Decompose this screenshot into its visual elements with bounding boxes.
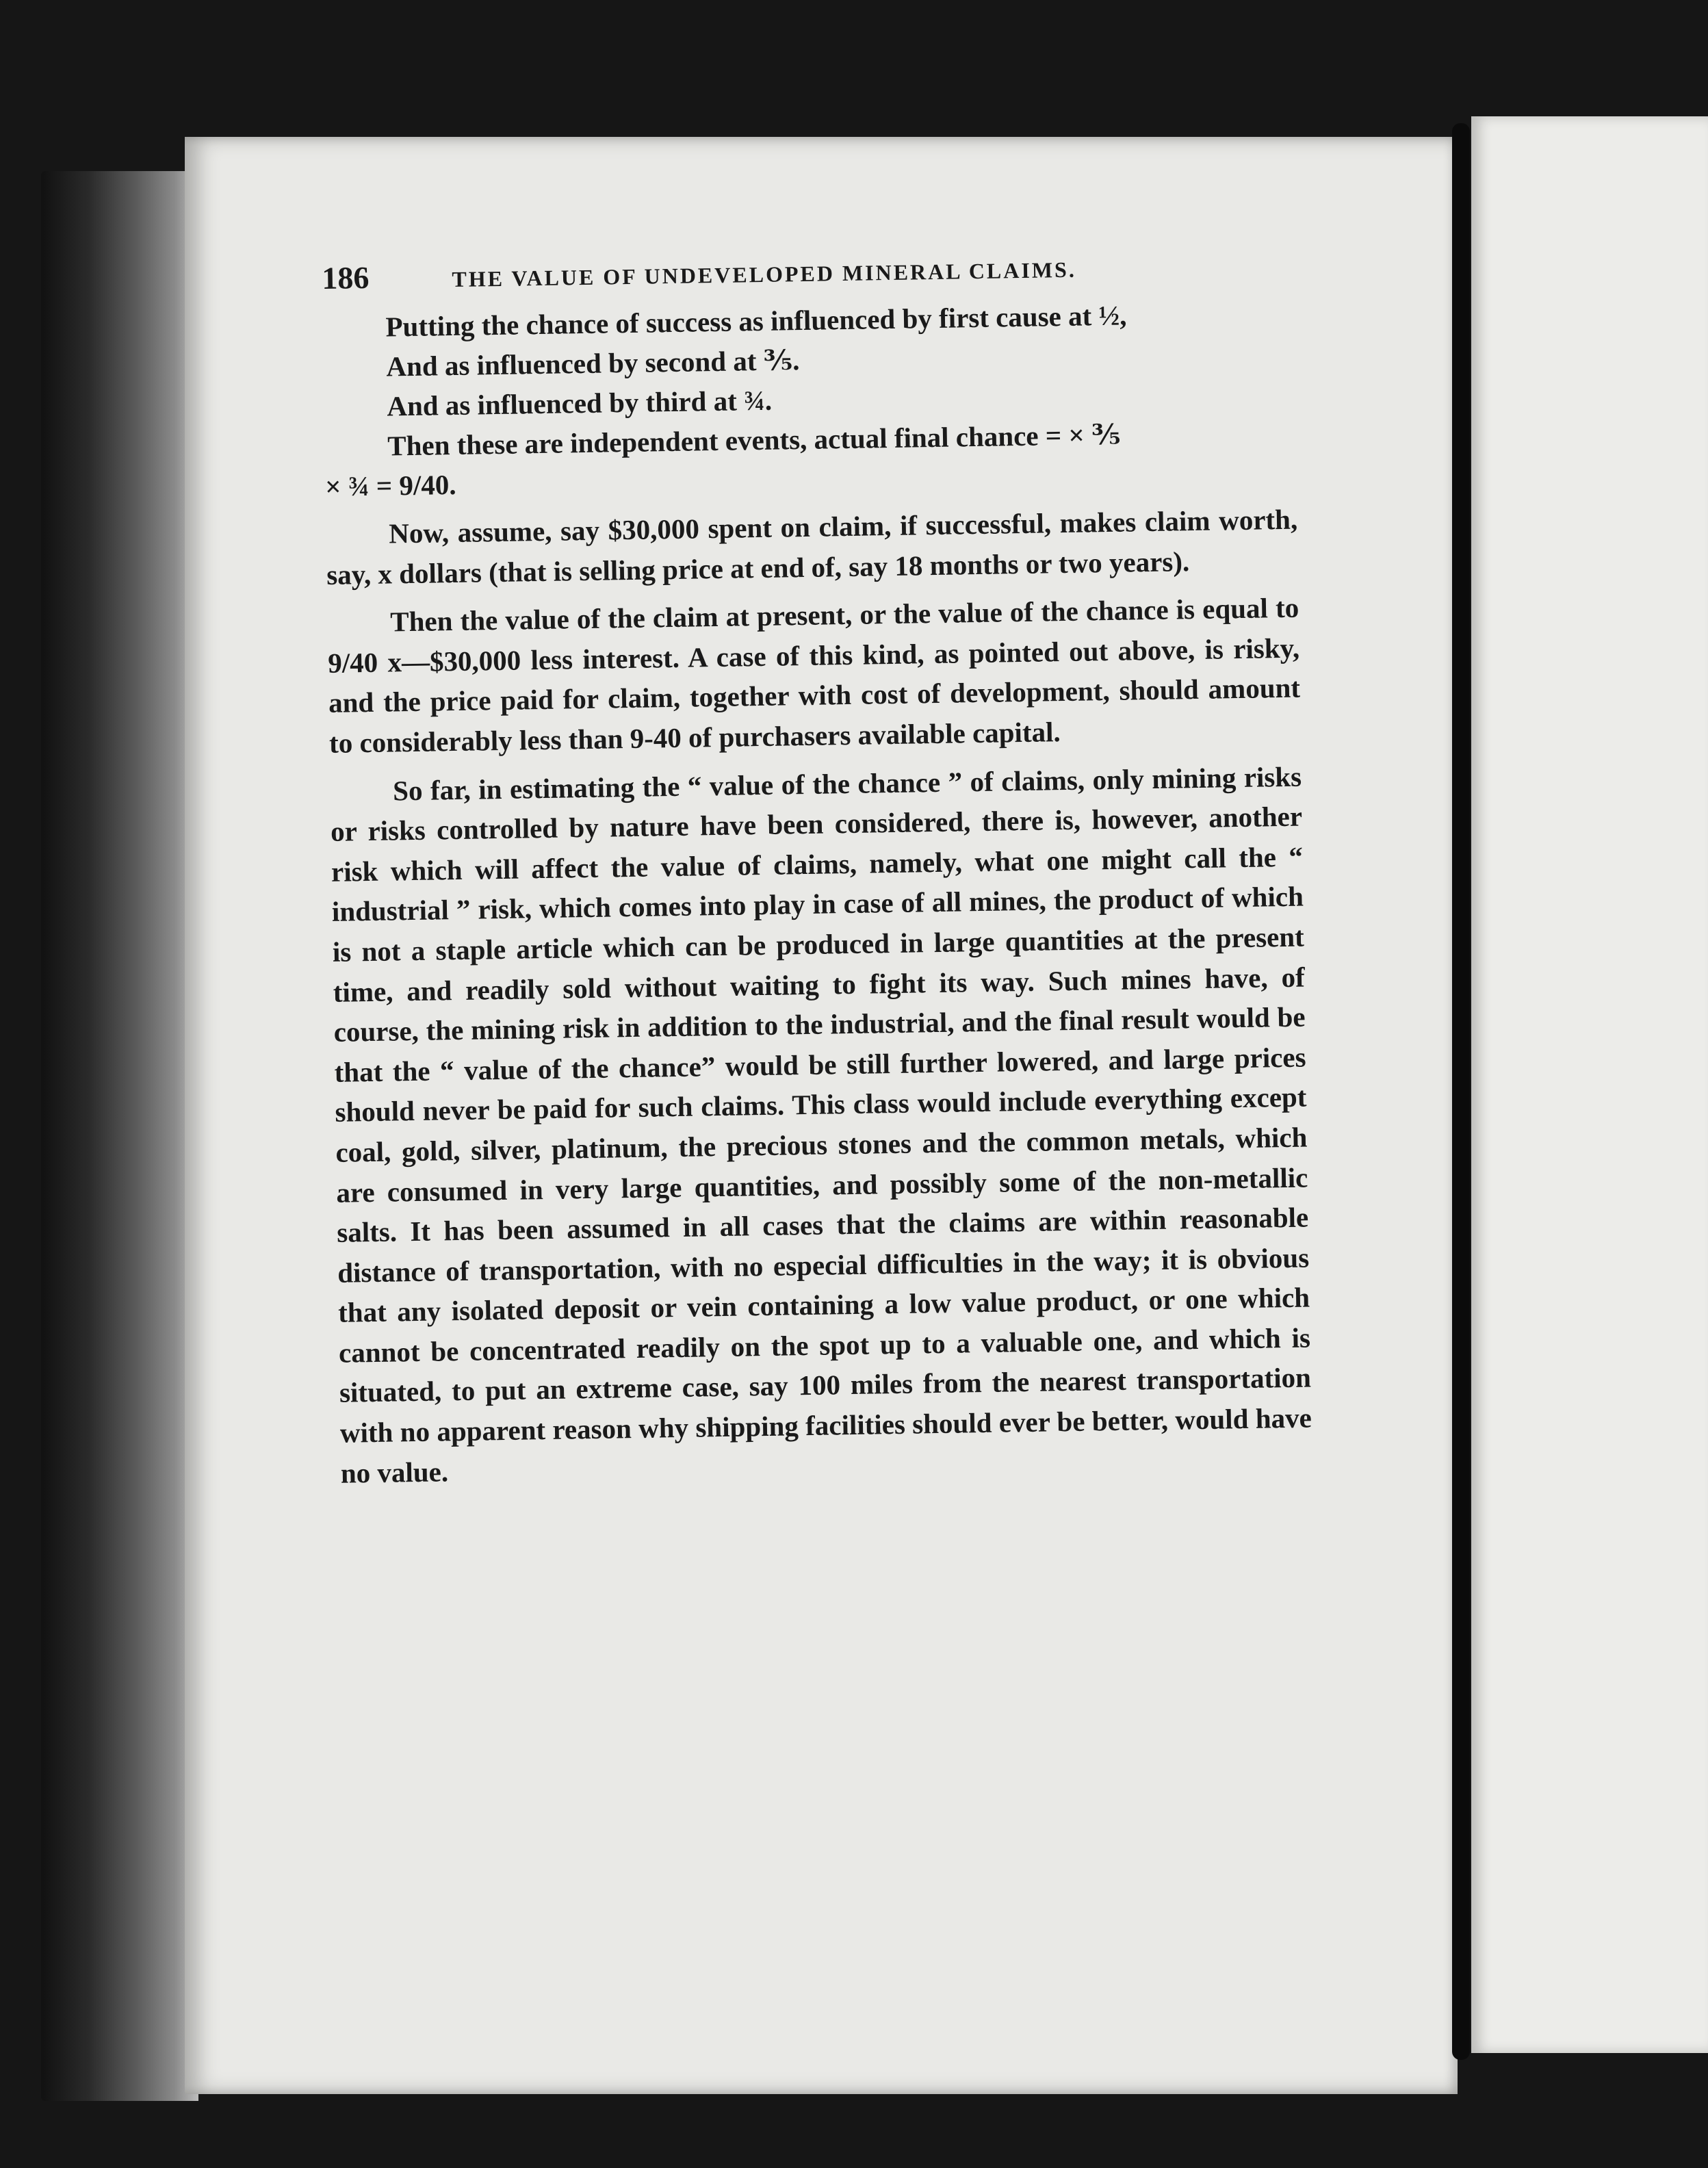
text-line: × ¾ = 9/40. [324,468,456,502]
book-gutter [1452,123,1470,2060]
text-line: Then these are independent events, actual final chance = × ⅗ [387,418,1121,462]
text-line: And as influenced by second at ⅗. [386,344,800,383]
right-page [1471,116,1708,2053]
text-line: Putting the chance of success as influenced by first cause at ½, [385,299,1127,343]
paragraph: Then the value of the claim at present, or the value of the chance is equal to 9/40 x—$30,000 less interest. A case of this kind, as pointed out above, is risky, and the price paid for claim, together with cost of development, should amount to considerably less than 9-40 of purchasers available capital. [327,591,1301,759]
book-page-edges [41,171,198,2101]
left-page-text [322,245,1312,1501]
paragraph: So far, in estimating the “ value of the chance ” of claims, only mining risks or risks controlled by nature have been considered, there is, however, another risk which will affect the value of claims, namely, what one might call the “ industrial ” risk, which comes into play in case of all mines, the product of which is not a staple article which can be produced in large quantities at the present time, and readily sold without waiting to fight its way. Such mines have, of course, the mining risk in addition to the industrial, and the final result would be that the “ value of the chance” would be still further lowered, and large prices should never be paid for such claims. This class would include everything except coal, gold, silver, platinum, the precious stones and the common metals, which are consumed in very large quantities, and possibly some of the non-metallic salts. It has been assumed in all cases that the claims are within reasonable distance of transportation, with no especial difficulties in the way; it is obvious that any isolated deposit or vein containing a low value product, or one which cannot be concentrated readily on the spot up to a valuable one, and which is situated, to put an extreme case, say 100 miles from the nearest transportation with no apparent reason why shipping facilities should ever be better, would have no value. [330,760,1312,1489]
paragraph: Now, assume, say $30,000 spent on claim, if successful, makes claim worth, say, x dollars (that is selling price at end of, say 18 months or two years). [326,503,1298,591]
page-number: 186 [322,259,370,296]
running-title: THE VALUE OF UNDEVELOPED MINERAL CLAIMS. [452,257,1077,292]
text-line: And as influenced by third at ¾. [387,384,773,422]
